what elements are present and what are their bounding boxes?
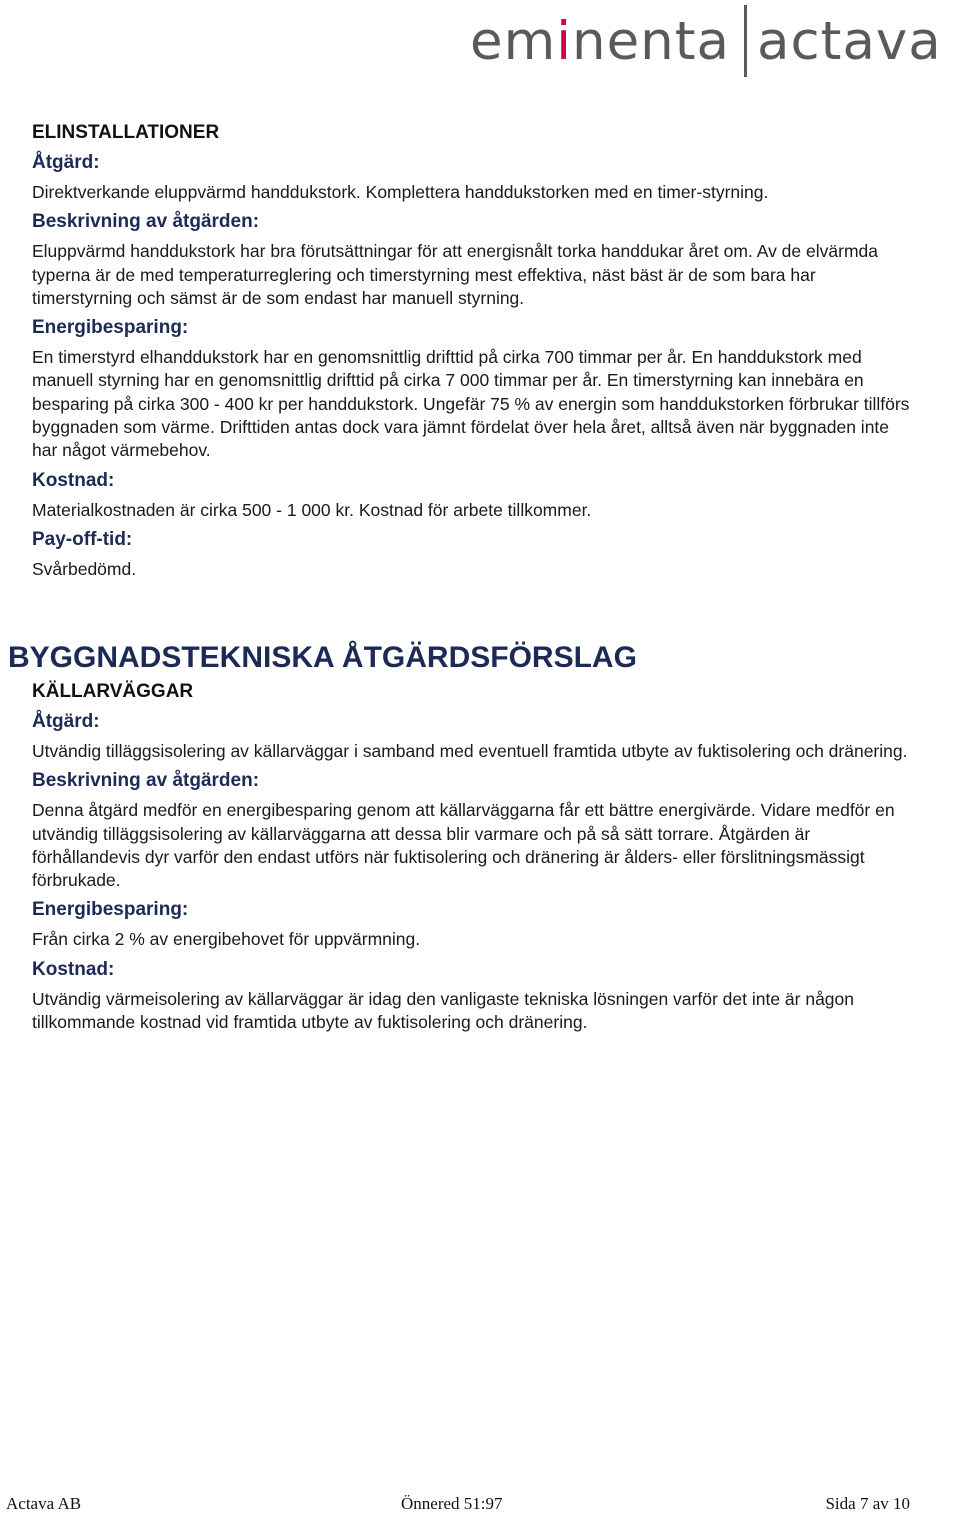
footer-page-number: Sida 7 av 10 [825,1494,910,1513]
footer-property: Önnered 51:97 [401,1494,503,1513]
page-footer [6,1494,910,1516]
label-kostnad: Kostnad: [32,469,115,491]
logo-divider [744,5,747,77]
logo-eminenta-accent: i [556,10,572,72]
footer-company: Actava AB [6,1494,82,1513]
label-atgard: Åtgärd: [32,711,100,732]
label-energibesparing: Energibesparing: [32,899,189,921]
logo-eminenta-part2: nenta [571,10,731,72]
text-atgard: Direktverkande eluppvärmd handdukstork. Komplettera handdukstorken med en timer-styrning. [32,182,769,202]
text-energibesparing: Från cirka 2 % av energibehovet för uppvärmning. [32,929,421,950]
text-beskrivning: Eluppvärmd handdukstork har bra förutsättningar för att energisnålt torka handdukar året om. Av de elvärmda typerna är de med temperaturreglering och timerstyrning mest effektiva, näst bäst är de som bara har timerstyrning och sämst är de som endast har manuell styrning. [32,241,878,308]
text-kostnad: Utvändig värmeisolering av källarväggar är idag den vanligaste tekniska lösningen varför det inte är någon tillkommande kostnad vid framtida utbyte av fuktisolering och dränering. [32,988,855,1033]
heading-elinstallationer: ELINSTALLATIONER [32,122,220,143]
label-beskrivning: Beskrivning av åtgärden: [32,211,260,233]
logo-eminenta-part1: em [470,10,557,72]
text-atgard: Utvändig tilläggsisolering av källarväggar i samband med eventuell framtida utbyte av fuktisolering och dränering. [32,741,908,761]
heading-kallarvaggar: KÄLLARVÄGGAR [32,681,194,702]
section-elinstallationer [32,121,912,587]
text-payoff: Svårbedömd. [32,558,137,579]
text-kostnad: Materialkostnaden är cirka 500 - 1 000 kr. Kostnad för arbete tillkommer. [32,499,592,520]
section-title-byggnadstekniska: BYGGNADSTEKNISKA ÅTGÄRDSFÖRSLAG [8,641,637,674]
text-energibesparing: En timerstyrd elhanddukstork har en genomsnittlig drifttid på cirka 700 timmar per år. En handdukstork med manuell styrning har en genomsnittlig drifttid på cirka 7 000 timmar per år. En timerstyrning kan innebära en besparing på cirka 300 - 400 kr per handdukstork. Ungefär 75 % av energin som handdukstorken förbrukar tillförs byggnaden som värme. Drifttiden antas dock vara jämnt fördelat över hela året, alltså även när byggnaden inte har något värmebehov. [32,347,910,461]
label-kostnad: Kostnad: [32,958,115,980]
label-beskrivning: Beskrivning av åtgärden: [32,770,260,792]
text-beskrivning: Denna åtgärd medför en energibesparing genom att källarväggarna får ett bättre energivärde. Vidare medför en utvändig tilläggsisolering av källarväggarna att dessa blir varmare och på så sätt torrare. Åtgärden är förhållandevis dyr varför den endast utförs när fuktisolering och dränering är ålders- eller förslitningsmässigt förbrukade. [32,800,895,891]
eminenta-actava-logo [470,4,958,78]
section-kallarvaggar [32,680,912,1040]
label-energibesparing: Energibesparing: [32,317,189,339]
label-atgard: Åtgärd: [32,152,100,173]
label-payoff: Pay-off-tid: [32,528,133,550]
logo-actava: actava [757,10,942,72]
